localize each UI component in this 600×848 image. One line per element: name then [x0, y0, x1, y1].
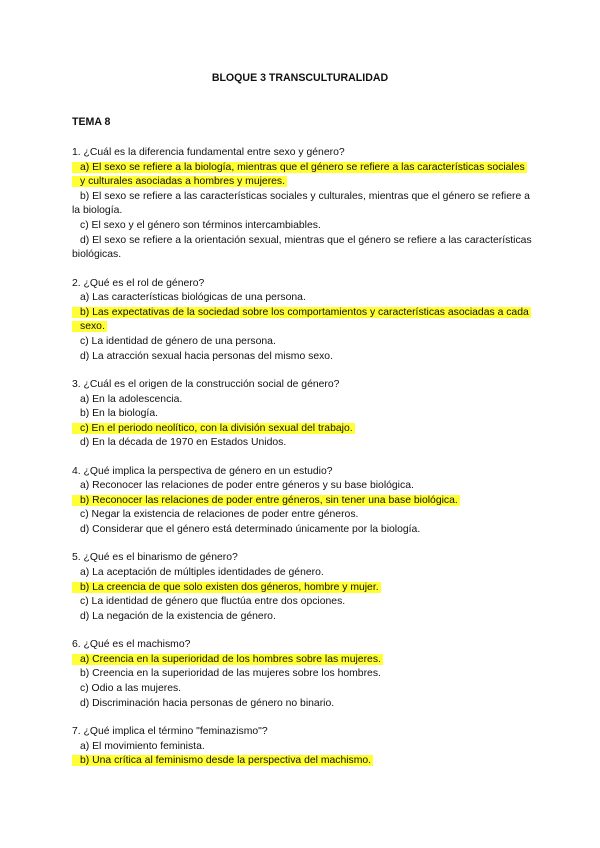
- question-text: 3. ¿Cuál es el origen de la construcción social de género?: [72, 378, 340, 390]
- question-1: [72, 146, 532, 263]
- answer-option-correct: [72, 306, 532, 335]
- answer-option: [72, 234, 532, 263]
- answer-text: b) El sexo se refiere a las características sociales y culturales, mientras que el género se refiere a la biología.: [72, 190, 530, 217]
- highlighted-answer: b) Una crítica al feminismo desde la perspectiva del machismo.: [72, 755, 373, 766]
- question-text: 1. ¿Cuál es la diferencia fundamental entre sexo y género?: [72, 147, 345, 158]
- answer-option: a) En la adolescencia.: [80, 393, 183, 405]
- answer-option: [72, 190, 532, 219]
- answer-option: d) Considerar que el género está determinado únicamente por la biología.: [80, 524, 421, 536]
- answer-option: c) La identidad de género que fluctúa entre dos opciones.: [80, 596, 346, 608]
- question-text: 5. ¿Qué es el binarismo de género?: [72, 552, 238, 564]
- document-title: BLOQUE 3 TRANSCULTURALIDAD: [211, 72, 389, 84]
- question-3: [72, 378, 532, 451]
- answer-option: c) El sexo y el género son términos intercambiables.: [80, 219, 321, 231]
- answer-option: c) La identidad de género de una persona.: [80, 335, 276, 347]
- section-heading: TEMA 8: [72, 116, 111, 128]
- answer-option: d) En la década de 1970 en Estados Unidos.: [80, 437, 287, 449]
- answer-option-correct: [72, 754, 532, 769]
- highlighted-answer: b) La creencia de que solo existen dos géneros, hombre y mujer.: [72, 582, 381, 593]
- answer-option: b) Creencia en la superioridad de las mujeres sobre los hombres.: [80, 668, 381, 680]
- question-text: 6. ¿Qué es el machismo?: [72, 639, 191, 651]
- answer-option-correct: [72, 581, 532, 596]
- answer-option: d) Discriminación hacia personas de género no binario.: [80, 697, 335, 709]
- question-6: [72, 638, 532, 711]
- question-5: [72, 551, 532, 624]
- answer-option: a) El movimiento feminista.: [80, 740, 205, 752]
- question-2: [72, 277, 532, 365]
- question-text: 7. ¿Qué implica el término "feminazismo"?: [72, 725, 268, 737]
- highlighted-answer: b) Las expectativas de la sociedad sobre los comportamientos y características asociadas a cada sexo.: [72, 307, 531, 333]
- answer-text: d) El sexo se refiere a la orientación sexual, mientras que el género se refiere a las características biológicas.: [72, 234, 532, 261]
- highlighted-answer: c) En el periodo neolítico, con la división sexual del trabajo.: [72, 423, 355, 434]
- answer-option: c) Odio a las mujeres.: [80, 682, 182, 694]
- question-list: [72, 146, 532, 783]
- question-7: [72, 725, 532, 769]
- answer-option: b) En la biología.: [80, 408, 158, 420]
- answer-option: d) La atracción sexual hacia personas del mismo sexo.: [80, 350, 333, 362]
- answer-option: d) La negación de la existencia de género.: [80, 610, 276, 622]
- answer-option: a) Las características biológicas de una persona.: [80, 292, 306, 304]
- answer-option-correct: [72, 422, 532, 437]
- highlighted-answer: b) Reconocer las relaciones de poder entre géneros, sin tener una base biológica.: [72, 495, 460, 506]
- question-text: 4. ¿Qué implica la perspectiva de género en un estudio?: [72, 465, 333, 477]
- highlighted-answer: a) El sexo se refiere a la biología, mientras que el género se refiere a las características sociales y culturales asociadas a hombres y mujeres.: [72, 162, 527, 188]
- answer-option-correct: [72, 494, 532, 509]
- answer-option: a) La aceptación de múltiples identidades de género.: [80, 567, 324, 579]
- highlighted-answer: a) Creencia en la superioridad de los hombres sobre las mujeres.: [72, 654, 383, 665]
- answer-option-correct: [72, 653, 532, 668]
- answer-option: a) Reconocer las relaciones de poder entre géneros y su base biológica.: [80, 480, 414, 492]
- question-4: [72, 465, 532, 538]
- question-text: 2. ¿Qué es el rol de género?: [72, 277, 205, 289]
- answer-option: c) Negar la existencia de relaciones de poder entre géneros.: [80, 509, 359, 521]
- answer-option-correct: [72, 161, 532, 190]
